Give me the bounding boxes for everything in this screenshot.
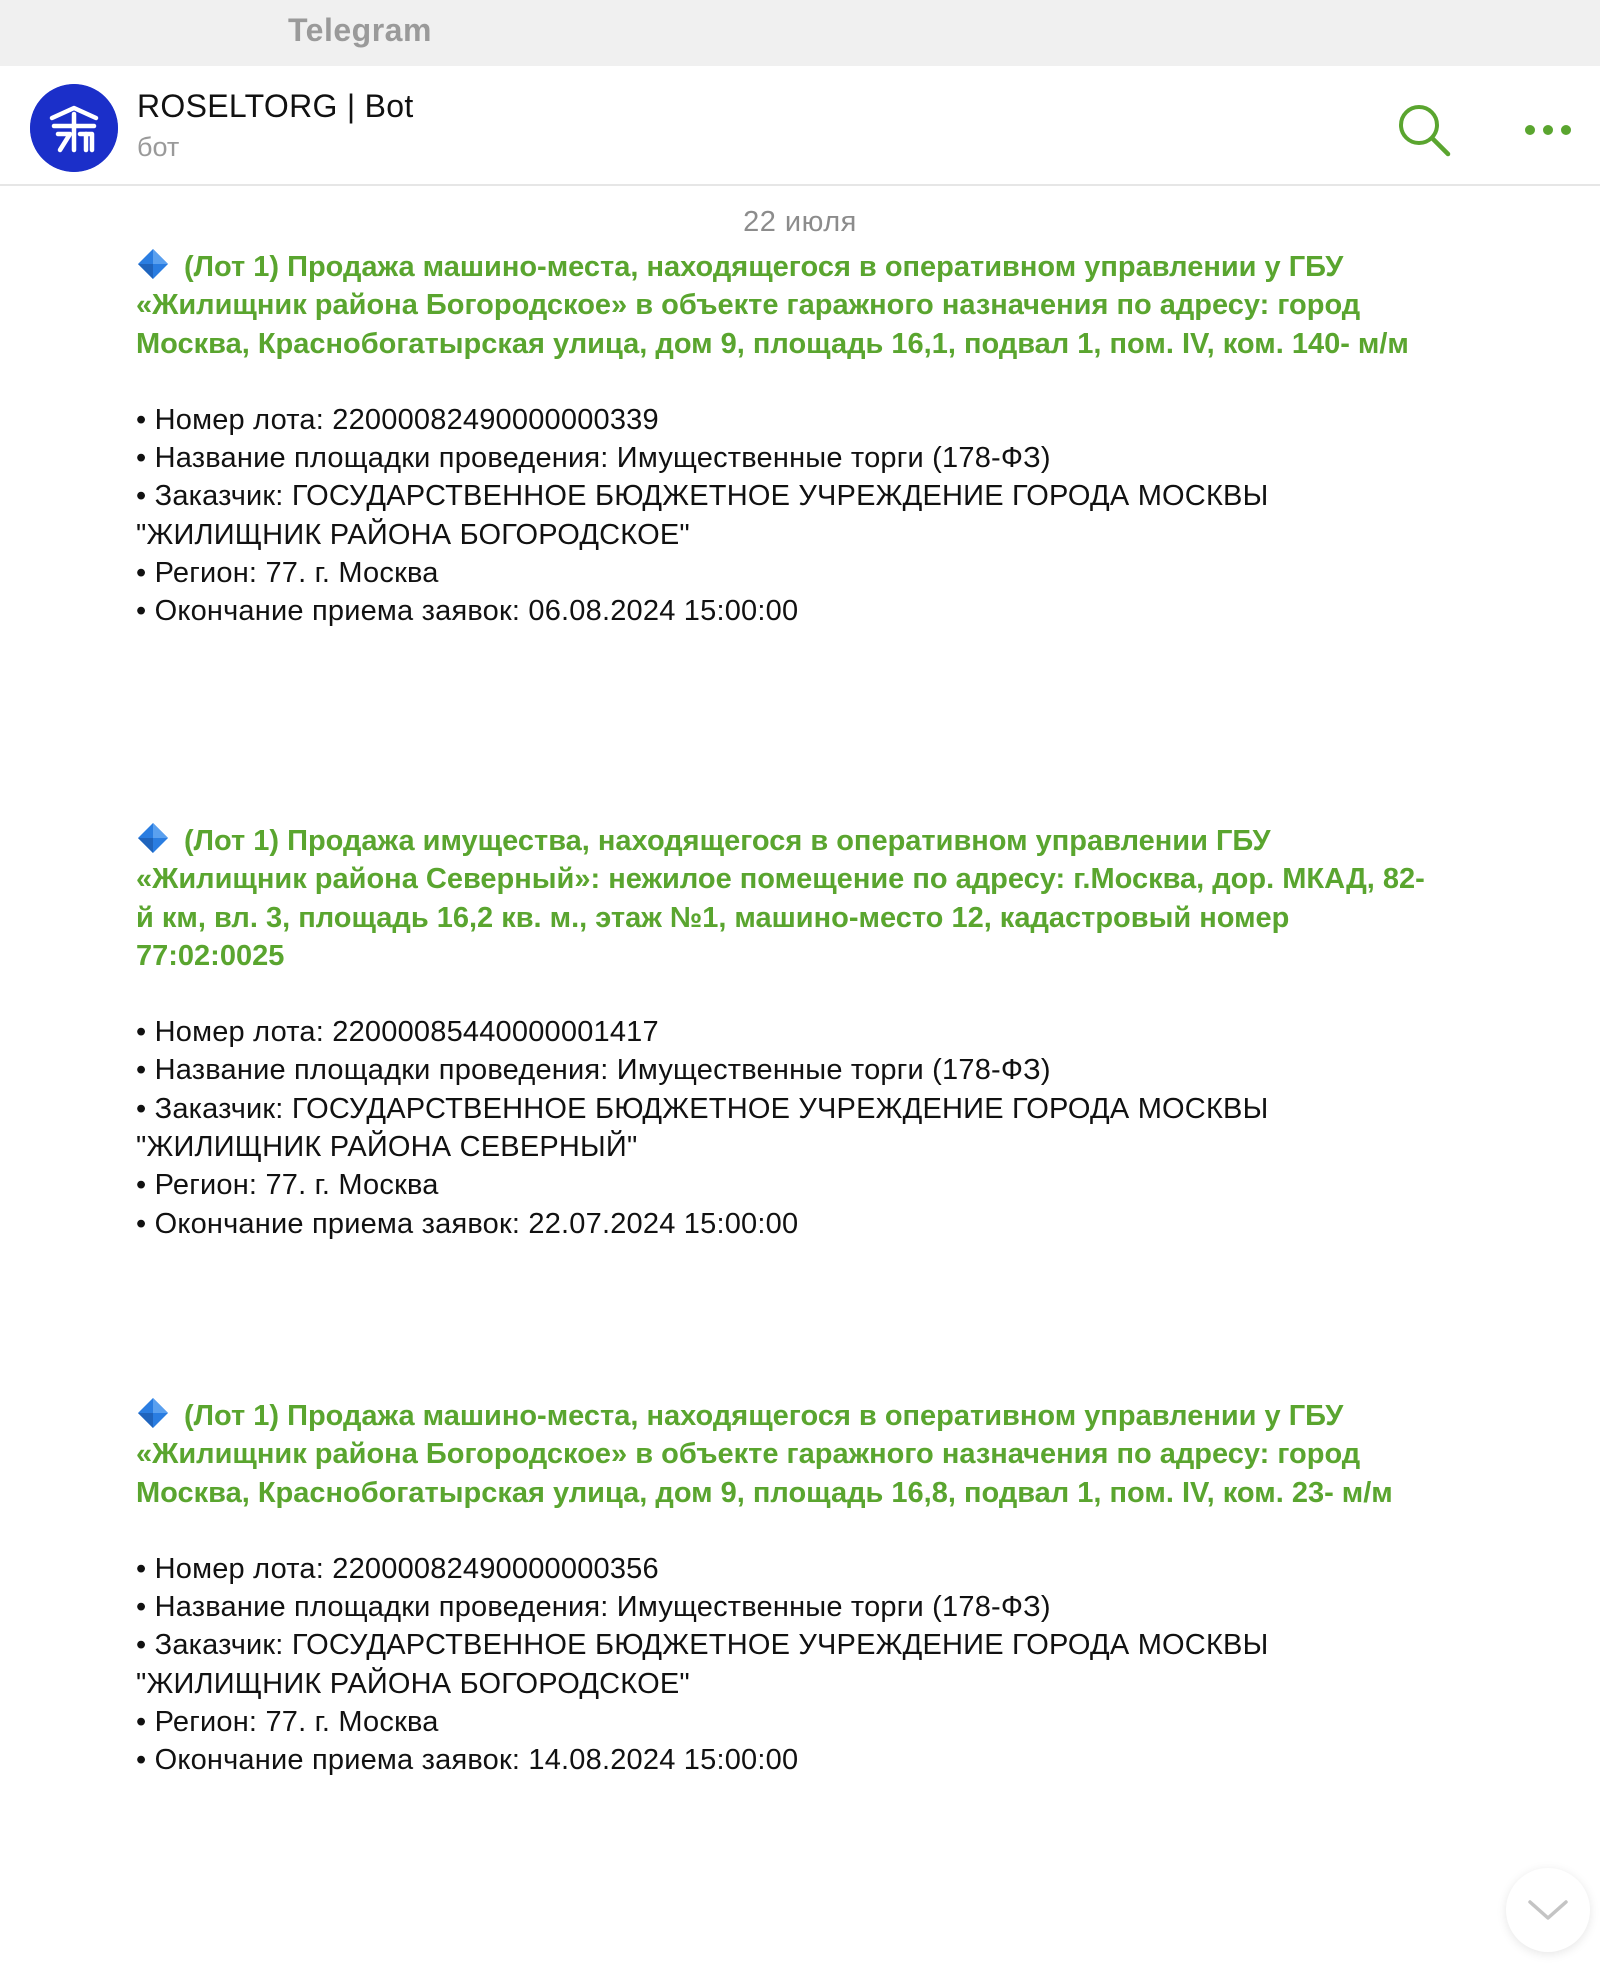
deadline: • Окончание приема заявок: 06.08.2024 15:00:00 xyxy=(136,595,799,628)
app-titlebar xyxy=(0,0,1600,66)
message[interactable] xyxy=(136,247,1436,631)
chat-subtitle: бот xyxy=(137,132,180,162)
lot-number: • Номер лота: 22000085440000001417 xyxy=(136,1016,659,1049)
message-fields xyxy=(136,401,1436,631)
more-dots-icon xyxy=(1520,110,1576,150)
lot-number: • Номер лота: 22000082490000000356 xyxy=(136,1552,659,1585)
region: • Регион: 77. г. Москва xyxy=(136,1706,439,1739)
blue-diamond-icon xyxy=(136,821,170,855)
scroll-to-bottom-button[interactable] xyxy=(1506,1868,1590,1952)
message-fields xyxy=(136,1013,1436,1243)
message[interactable] xyxy=(136,1396,1436,1780)
blue-diamond-icon xyxy=(136,1396,170,1430)
region: • Регион: 77. г. Москва xyxy=(136,1169,439,1202)
region: • Регион: 77. г. Москва xyxy=(136,557,439,590)
message-title-text: (Лот 1) Продажа машино-места, находящегося в оперативном управлении у ГБУ «Жилищник района Богородское» в объекте гаражного назначения по адресу: город Москва, Краснобогатырская улица, дом 9, площадь 16,1, подвал 1, пом. IV, ком. 140- м/м xyxy=(136,251,1409,360)
message-title-text: (Лот 1) Продажа машино-места, находящегося в оперативном управлении у ГБУ «Жилищник района Богородское» в объекте гаражного назначения по адресу: город Москва, Краснобогатырская улица, дом 9, площадь 16,8, подвал 1, пом. IV, ком. 23- м/м xyxy=(136,1400,1393,1509)
bot-avatar[interactable] xyxy=(30,84,118,172)
deadline: • Окончание приема заявок: 14.08.2024 15:00:00 xyxy=(136,1744,799,1777)
chat-title[interactable]: ROSELTORG | Bot xyxy=(137,88,414,124)
message-title-text: (Лот 1) Продажа имущества, находящегося в оперативном управлении ГБУ «Жилищник района Северный»: нежилое помещение по адресу: г.Москва, дор. МКАД, 82-й км, вл. 3, площадь 16,2 кв. м., этаж №1, машино-место 12, кадастровый номер 77:02:0025 xyxy=(136,825,1425,972)
roseltorg-logo-icon xyxy=(30,84,118,172)
app-title: Telegram xyxy=(288,12,432,48)
message-title[interactable] xyxy=(136,821,1436,975)
date-separator: 22 июля xyxy=(743,206,857,238)
lot-number: • Номер лота: 22000082490000000339 xyxy=(136,403,659,436)
platform-name: • Название площадки проведения: Имущественные торги (178-ФЗ) xyxy=(136,442,1051,475)
chat-header[interactable] xyxy=(0,66,1600,186)
message[interactable] xyxy=(136,821,1436,1243)
message-title[interactable] xyxy=(136,1396,1436,1512)
search-icon xyxy=(1394,100,1454,160)
platform-name: • Название площадки проведения: Имущественные торги (178-ФЗ) xyxy=(136,1054,1051,1087)
platform-name: • Название площадки проведения: Имущественные торги (178-ФЗ) xyxy=(136,1591,1051,1624)
more-options-button[interactable] xyxy=(1520,110,1576,150)
search-button[interactable] xyxy=(1394,100,1454,160)
message-fields xyxy=(136,1550,1436,1780)
chevron-down-icon xyxy=(1506,1868,1590,1952)
customer: • Заказчик: ГОСУДАРСТВЕННОЕ БЮДЖЕТНОЕ УЧРЕЖДЕНИЕ ГОРОДА МОСКВЫ "ЖИЛИЩНИК РАЙОНА СЕВЕРНЫЙ" xyxy=(136,1092,1269,1164)
deadline: • Окончание приема заявок: 22.07.2024 15:00:00 xyxy=(136,1207,799,1240)
blue-diamond-icon xyxy=(136,247,170,281)
message-title[interactable] xyxy=(136,247,1436,363)
customer: • Заказчик: ГОСУДАРСТВЕННОЕ БЮДЖЕТНОЕ УЧРЕЖДЕНИЕ ГОРОДА МОСКВЫ "ЖИЛИЩНИК РАЙОНА БОГОРОДСКОЕ" xyxy=(136,1629,1269,1700)
customer: • Заказчик: ГОСУДАРСТВЕННОЕ БЮДЖЕТНОЕ УЧРЕЖДЕНИЕ ГОРОДА МОСКВЫ "ЖИЛИЩНИК РАЙОНА БОГОРОДСКОЕ" xyxy=(136,480,1269,551)
